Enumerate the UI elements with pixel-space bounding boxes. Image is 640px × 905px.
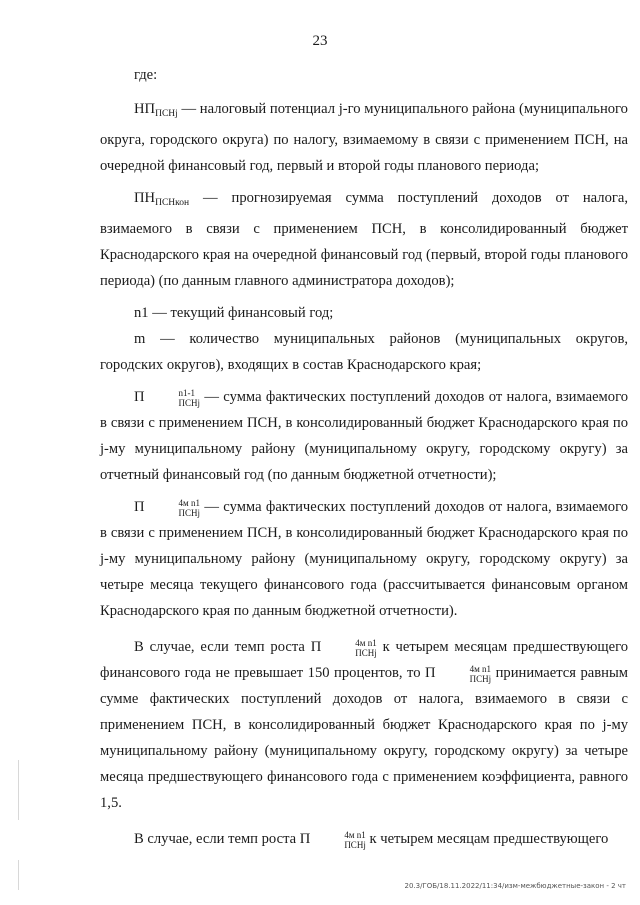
scan-mark xyxy=(18,760,19,820)
definition-text: — сумма фактических поступлений доходов от налога, взимаемого в связи с применением ПСН, в консолидированный бюджет Краснодарского края по j-му муниципальному району (муниципальному округу, городскому округу) за отчетный финансовый год (по данным бюджетной отчетности); xyxy=(100,389,628,483)
page-number: 23 xyxy=(312,33,328,49)
definition-p-n1-1 xyxy=(100,384,628,488)
intro-text xyxy=(100,62,628,88)
document-body xyxy=(100,62,628,852)
definition-np-psn xyxy=(100,96,628,179)
pn-psn-kon-symbol: $ПН_{ПСНкон}$ xyxy=(134,190,190,208)
definition-text: — количество муниципальных районов (муниципальных округов, городских округов), входящих в состав Краснодарского края; xyxy=(100,331,628,373)
p-4m-n1-inline-symbol: П 4м n1 ПСНj xyxy=(425,664,492,684)
definition-text: — сумма фактических поступлений доходов от налога, взимаемого в связи с применением ПСН, в консолидированный бюджет Краснодарского края по j-му муниципальному району (муниципальному округу, городскому округу) за четыре месяца текущего финансового года (рассчитывается финансовым органом Краснодарского края по данным бюджетной отчетности). xyxy=(100,499,628,619)
n1-symbol: n1 xyxy=(134,305,149,321)
definition-text: — текущий финансовый год; xyxy=(152,305,334,321)
intro-word: где: xyxy=(134,67,158,83)
m-symbol: m xyxy=(134,331,146,347)
definition-m xyxy=(100,326,628,378)
definition-n1 xyxy=(100,300,628,326)
p-4m-n1-inline-symbol: П 4м n1 ПСНj xyxy=(310,638,377,658)
p-4m-n1-inline-symbol: П 4м n1 ПСНj xyxy=(299,830,366,850)
definition-pn-psn-kon xyxy=(100,185,628,294)
footer-file-stamp: 20.3/ГОБ/18.11.2022/11:34/изм-межбюджетные-закон - 2 чт xyxy=(404,882,626,890)
p-4m-n1-symbol: П 4м n1 ПСНj xyxy=(134,498,201,518)
np-psn-symbol: $НП_{ПСНj}$ xyxy=(134,101,178,119)
scan-mark xyxy=(18,860,19,890)
paragraph-growth-rate-2: В случае, если темп роста П 4м n1 ПСНj к четырем месяцам предшествующего xyxy=(134,830,609,850)
p-n1-1-symbol: П n1-1 ПСНj xyxy=(134,388,201,408)
paragraph-growth-rate-1: В случае, если темп роста П 4м n1 ПСНj к четырем месяцам предшествующего финансового года не превышает 150 процентов, то П 4м n1 ПСНj принимается равным сумме фактических поступлений доходов от налога, взимаемого в связи с применением ПСН, в консолидированный бюджет Краснодарского края по j-му муниципальному району (муниципальному округу, городскому округу) за четыре месяца предшествующего финансового года с применением коэффициента, равного 1,5. xyxy=(100,638,629,811)
definition-p-4m-n1 xyxy=(100,494,628,624)
definition-text: — прогнозируемая сумма поступлений доходов от налога, взимаемого в связи с применением ПСН, в консолидированный бюджет Краснодарского края на очередной финансовый год (первый, второй годы планового периода) (по данным главного администратора доходов); xyxy=(100,190,628,289)
definition-text: — налоговый потенциал j-го муниципального района (муниципального округа, городского округа) по налогу, взимаемому в связи с применением ПСН, на очередной финансовый год, первый и второй годы планового периода; xyxy=(100,101,628,174)
